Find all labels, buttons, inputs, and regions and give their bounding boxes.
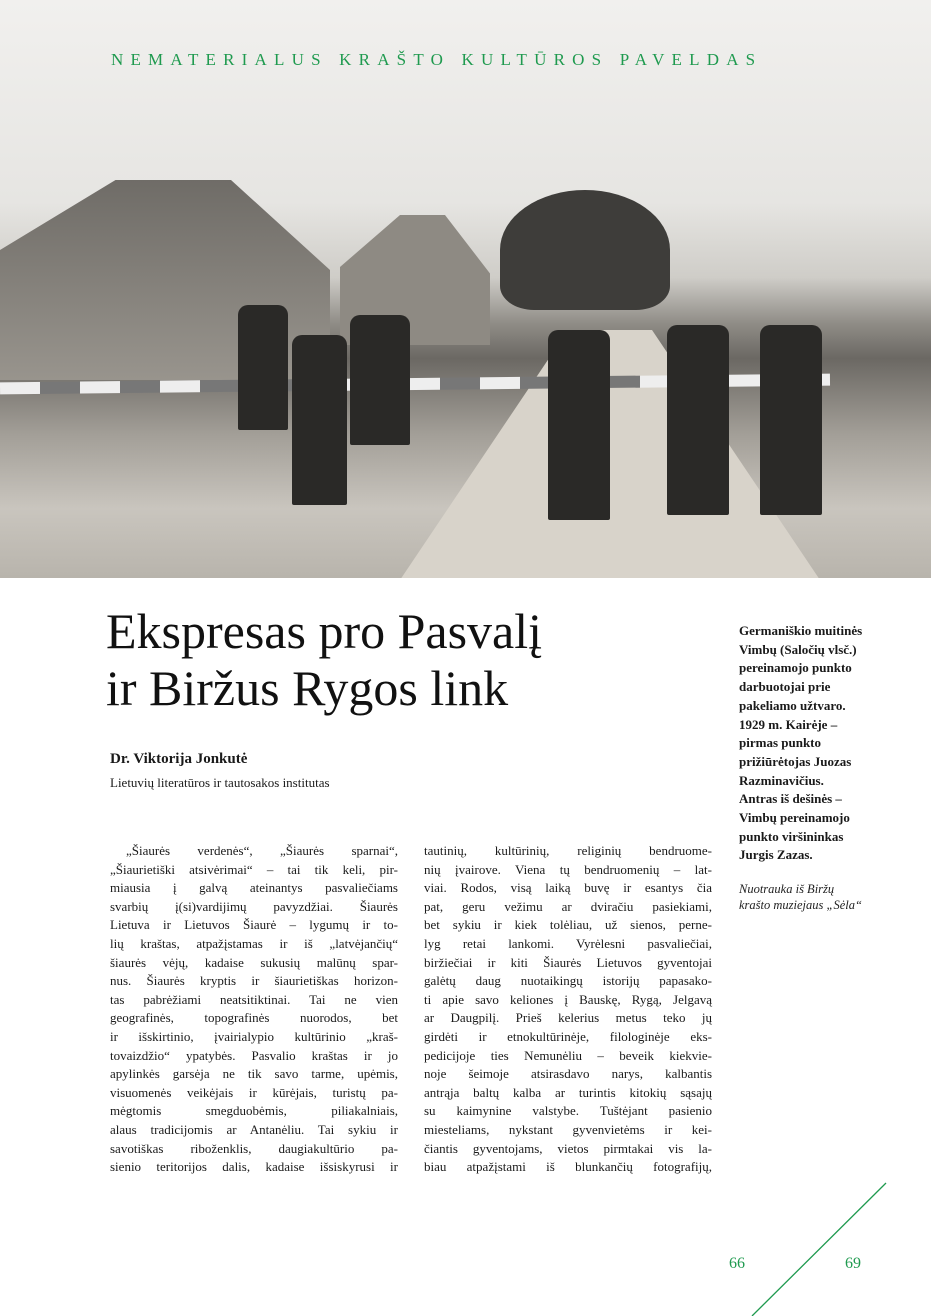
caption-line: 1929 m. Kairėje – [739, 716, 838, 732]
body-text-line: sienio teritorijos dalis, kadaise išsiskyrusi ir [110, 1159, 398, 1175]
caption-line: darbuotojai prie [739, 679, 831, 695]
body-text-line: ir išskirtinio, įvairialypio kultūrinio „kraš- [110, 1028, 398, 1044]
body-text-line: lyg retai lankomi. Vyrėlesni pasvaliečiai, [424, 935, 712, 951]
credit-line: Nuotrauka iš Biržų [739, 882, 835, 896]
caption-line: pirmas punkto [739, 735, 821, 751]
body-text-line: geografinės, topografinės nuorodos, bet [110, 1010, 398, 1026]
body-text-line: biržiečiai ir kiti Šiaurės Lietuvos gyventojai [424, 954, 712, 970]
caption-line: pakeliamo užtvaro. [739, 697, 846, 713]
body-text-line: noje šeimoje atsirasdavo narys, kalbantis [424, 1066, 712, 1082]
body-text-line: miesteliams, nykstant gyvenvietėms ir kei- [424, 1121, 712, 1137]
caption-line: Jurgis Zazas. [739, 847, 813, 863]
body-text-line: lių kraštas, atpažįstamas ir iš „latvėjančių“ [110, 935, 398, 951]
title-line: ir Biržus Rygos link [106, 660, 509, 716]
body-text-line: su kaimynine valstybe. Tuštėjant pasienio [424, 1103, 712, 1119]
body-text-line: šiaurės vėjų, kadaise sukusių malūnų spar- [110, 954, 398, 970]
body-text-line: tovaizdžio“ ypatybės. Pasvalio kraštas ir jo [110, 1047, 398, 1063]
credit-line: krašto muziejaus „Sėla“ [739, 897, 862, 912]
author-name: Dr. Viktorija Jonkutė [110, 751, 248, 767]
body-text-line: pat, geru vežimu ar dviračiu pasiekiami, [424, 898, 712, 914]
body-text-line: ti apie savo keliones į Bauskę, Rygą, Jelgavą [424, 991, 712, 1007]
caption-line: Vimbų pereinamojo [739, 810, 850, 826]
body-text-line: „Šiaurietiški atsivėrimai“ – tai tik keli, pir- [110, 861, 398, 877]
body-text-line: nus. Šiaurės kryptis ir šiaurietiškas horizon- [110, 973, 398, 989]
body-text-line: viai. Rodos, visą laiką buvę ir esantys čia [424, 880, 712, 896]
page-number-right: 69 [845, 1255, 861, 1272]
caption-line: punkto viršininkas [739, 828, 844, 844]
caption-line: pereinamojo punkto [739, 660, 852, 676]
caption-line: Vimbų (Saločių vlsč.) [739, 641, 857, 657]
body-text-line: nių įvairove. Viena tų bendruomenių – lat- [424, 861, 712, 877]
caption-line: Razminavičius. [739, 772, 824, 788]
body-text-line: „Šiaurės verdenės“, „Šiaurės sparnai“, [126, 843, 398, 858]
body-text-line: tas pabrėžiami neatsitiktinai. Tai ne vien [110, 991, 398, 1007]
body-text-line: visuomenės veikėjais ir kūrėjais, turistų pa- [110, 1084, 398, 1100]
body-text-line: bet sykiu ir kiek tolėliau, už sienos, perne- [424, 917, 712, 933]
caption-line: Antras iš dešinės – [739, 791, 842, 807]
body-text-line: ar Daugpilį. Prieš kelerius metus teko jų [424, 1010, 712, 1026]
title-line: Ekspresas pro Pasvalį [106, 603, 543, 659]
body-text-line: mėgtomis smegduobėmis, piliakalniais, [110, 1103, 398, 1119]
body-text-line: alaus tradicijomis ar Antanėliu. Tai sykiu ir [110, 1121, 398, 1137]
body-text-line: savotiškas riboženklis, daugiakultūrio pa- [110, 1140, 398, 1156]
author-affiliation: Lietuvių literatūros ir tautosakos institutas [110, 775, 330, 790]
body-text-line: pedicijoje ties Nemunėliu – beveik kiekvie- [424, 1047, 712, 1063]
body-text-line: girdėti ir etnokultūrinėje, filologinėje eks- [424, 1028, 712, 1044]
caption-line: prižiūrėtojas Juozas [739, 753, 852, 769]
body-text-line: apylinkės garsėja ne tik savo tarme, upėmis, [110, 1066, 398, 1082]
body-text-line: biau atpažįstami iš blunkančių fotografijų, [424, 1159, 712, 1175]
body-text-line: galėtų daug nuotaikingų istorijų papasako- [424, 973, 712, 989]
caption-line: Germaniškio muitinės [739, 623, 863, 638]
body-text-line: Lietuva ir Lietuvos Šiaurė – lygumų ir to- [110, 917, 398, 933]
page-number-left: 66 [729, 1255, 745, 1272]
body-text-line: svarbių į(si)vardijimų pavyzdžiai. Šiaurės [110, 898, 398, 914]
body-text-line: tautinių, kultūrinių, religinių bendruome- [424, 843, 712, 858]
body-text-line: čiantis gyventojams, vietos pirmtakai vis la- [424, 1140, 712, 1156]
body-text-line: antrąja baltų kalba ar turintis kitokių sąsajų [424, 1084, 712, 1100]
body-text-line: miausia į galvą ateinantys pasvaliečiams [110, 880, 398, 896]
section-header: NEMATERIALUS KRAŠTO KULTŪROS PAVELDAS [111, 50, 763, 69]
